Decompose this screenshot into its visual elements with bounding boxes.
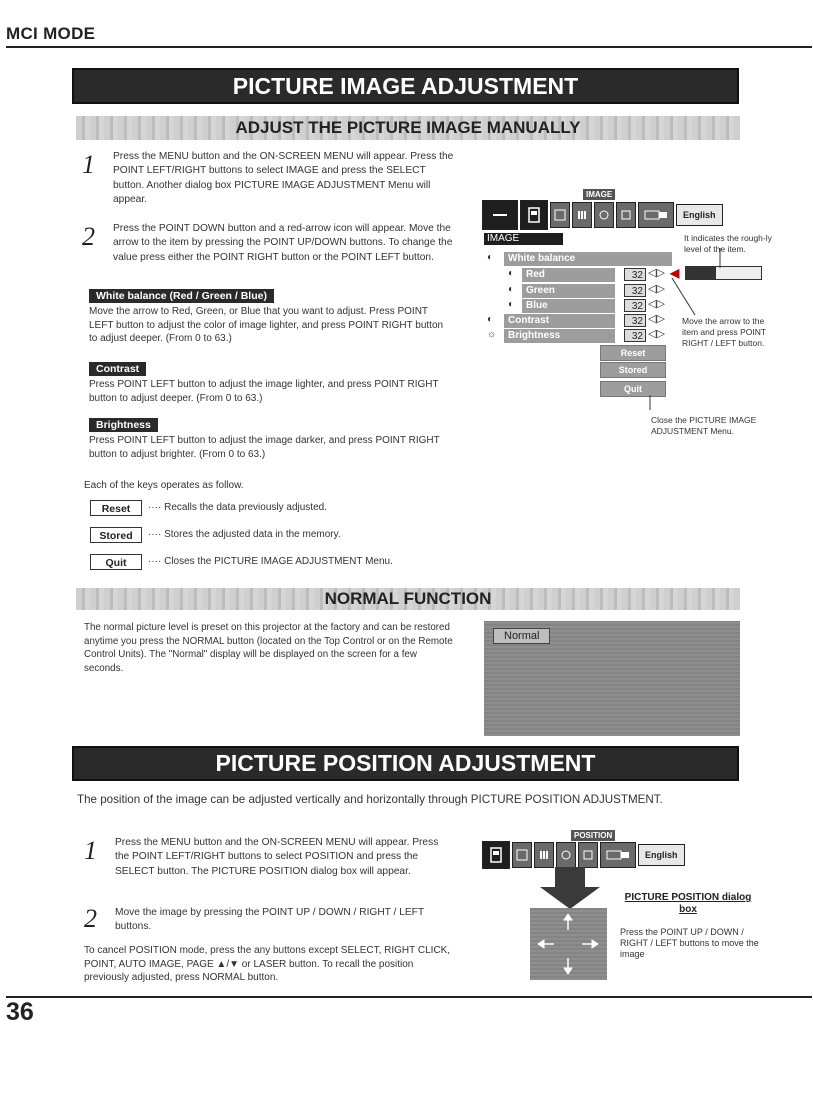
position-menu-bar (482, 841, 685, 869)
page-number: 36 (6, 998, 34, 1026)
callout-level: It indicates the rough-ly level of the item. (684, 233, 772, 254)
dialog-box-text: Press the POINT UP / DOWN / RIGHT / LEFT buttons to move the image (620, 927, 759, 959)
menu-item-red[interactable]: Red (522, 268, 615, 282)
stored-key-desc: ···· Stores the adjusted data in the memory. (148, 529, 341, 540)
position-bars-icon[interactable] (534, 842, 554, 868)
position-image-icon[interactable] (482, 841, 510, 869)
step-2-number: 2 (82, 222, 95, 251)
menu-item-white-balance[interactable]: White balance (504, 252, 672, 266)
step-1-text: Press the MENU button and the ON-SCREEN MENU will appear. Press the POINT LEFT/RIGHT buttons to select IMAGE and press the SELECT button. Another dialog box PICTURE IMAGE ADJUSTMENT Menu will appear. (113, 151, 454, 205)
green-value: 32 (624, 284, 646, 297)
red-icon: ◐ (508, 268, 515, 279)
position-english-button[interactable]: English (638, 844, 685, 866)
blue-adjust-arrows-icon[interactable]: ◁▷ (648, 298, 665, 310)
english-button[interactable]: English (676, 204, 723, 226)
four-way-arrows-icon (530, 908, 607, 980)
position-grid-icon[interactable] (556, 842, 576, 868)
normal-screen (484, 621, 740, 736)
contrast-text: Press POINT LEFT button to adjust the image lighter, and press POINT RIGHT button to adjust deeper. (From 0 to 63.) (89, 379, 439, 404)
dialog-box-title: PICTURE POSITION dialog box (624, 892, 752, 915)
menu-item-contrast[interactable]: Contrast (504, 314, 615, 328)
down-arrow-icon (540, 867, 600, 909)
quit-key-label: Quit (90, 554, 142, 570)
white-balance-label-wrap (89, 286, 274, 304)
brightness-icon: ☼ (487, 329, 497, 340)
image-dialog-title: IMAGE (484, 233, 563, 245)
contrast-label-wrap (89, 359, 146, 377)
menu-stored-button[interactable]: Stored (600, 362, 666, 378)
picture-position-banner: PICTURE POSITION ADJUSTMENT (72, 746, 739, 781)
adjust-manually-subheading: ADJUST THE PICTURE IMAGE MANUALLY (76, 116, 740, 140)
grid-menu-icon[interactable] (594, 202, 614, 228)
brightness-label-wrap (89, 415, 158, 433)
normal-screen-label: Normal (493, 628, 550, 644)
red-value: 32 (624, 268, 646, 281)
red-adjust-arrows-icon[interactable]: ◁▷ (648, 267, 665, 279)
menu-item-green[interactable]: Green (522, 284, 615, 298)
quit-key-desc: ···· Closes the PICTURE IMAGE ADJUSTMENT Menu. (148, 556, 393, 567)
normal-function-text: The normal picture level is preset on this projector at the factory and can be restored anytime you press the NORMAL button (located on the Top Control or on the Remote Control Units). The "Normal" display will be displayed on the screen for a few seconds. (84, 622, 453, 674)
green-adjust-arrows-icon[interactable]: ◁▷ (648, 283, 665, 295)
blue-icon: ◐ (508, 299, 515, 310)
contrast-value: 32 (624, 314, 646, 327)
contrast-adjust-arrows-icon[interactable]: ◁▷ (648, 313, 665, 325)
position-menu-icon[interactable] (550, 202, 570, 228)
callout-close: Close the PICTURE IMAGE ADJUSTMENT Menu. (651, 415, 757, 436)
brightness-value: 32 (624, 329, 646, 342)
position-step-1-text: Press the MENU button and the ON-SCREEN MENU will appear. Press the POINT LEFT/RIGHT buttons to select POSITION and press the SELECT button. The PICTURE POSITION dialog box will appear. (115, 837, 439, 877)
contrast-label: Contrast (89, 362, 146, 376)
white-balance-label: White balance (Red / Green / Blue) (89, 289, 274, 303)
image-menu-icon[interactable] (520, 200, 548, 230)
bars-menu-icon[interactable] (572, 202, 592, 228)
position-intro: The position of the image can be adjusted vertically and horizontally through PICTURE POSITION ADJUSTMENT. (77, 793, 663, 806)
position-dialog-box (530, 908, 607, 980)
position-step-2-text: Move the image by pressing the POINT UP / DOWN / RIGHT / LEFT buttons. (115, 907, 424, 933)
step-2-text: Press the POINT DOWN button and a red-arrow icon will appear. Move the arrow to the item by pressing the POINT UP/DOWN buttons. To change the value press either the POINT RIGHT button or the POINT LEFT button. (113, 223, 453, 263)
position-step-1-number: 1 (84, 836, 97, 865)
position-menu-top-label: POSITION (571, 830, 615, 841)
green-icon: ◐ (508, 284, 515, 295)
step-1-number: 1 (82, 150, 95, 179)
section-header: MCI MODE (6, 24, 96, 43)
header-rule (6, 46, 812, 48)
menu-item-blue[interactable]: Blue (522, 299, 615, 313)
position-cancel-text: To cancel POSITION mode, press the any buttons except SELECT, RIGHT CLICK, POINT, AUTO IMAGE, PAGE ▲/▼ or LASER button. To recall the position previously adjusted, press NORMAL button. (84, 945, 451, 983)
position-select-icon[interactable] (512, 842, 532, 868)
normal-function-heading: NORMAL FUNCTION (76, 588, 740, 610)
onscreen-menu-bar (482, 200, 723, 230)
red-arrow-pointer-icon: ◀ (670, 266, 680, 280)
picture-image-banner: PICTURE IMAGE ADJUSTMENT (72, 68, 739, 104)
brightness-text: Press POINT LEFT button to adjust the image darker, and press POINT RIGHT button to adjust brighter. (From 0 to 63.) (89, 435, 440, 460)
reset-key-desc: ···· Recalls the data previously adjusted. (148, 502, 327, 513)
position-square-icon[interactable] (578, 842, 598, 868)
callout-move: Move the arrow to the item and press POINT RIGHT / LEFT button. (682, 316, 766, 348)
blue-value: 32 (624, 299, 646, 312)
reset-key-label: Reset (90, 500, 142, 516)
position-step-2-number: 2 (84, 904, 97, 933)
contrast-icon: ◐ (487, 314, 494, 325)
white-balance-text: Move the arrow to Red, Green, or Blue that you want to adjust. Press POINT LEFT button to adjust the color of image lighter, and press POINT RIGHT button to adjust deeper. (From 0 to 63.) (89, 306, 444, 344)
brightness-label: Brightness (89, 418, 158, 432)
square-menu-icon[interactable] (616, 202, 636, 228)
menu-top-label: IMAGE (583, 189, 615, 200)
menu-icon-dark (482, 200, 518, 230)
menu-item-brightness[interactable]: Brightness (504, 329, 615, 343)
keys-intro: Each of the keys operates as follow. (84, 480, 244, 491)
position-screen-icon[interactable] (600, 842, 636, 868)
brightness-adjust-arrows-icon[interactable]: ◁▷ (648, 328, 665, 340)
white-balance-icon: ◐ (487, 252, 494, 263)
screen-menu-icon[interactable] (638, 202, 674, 228)
stored-key-label: Stored (90, 527, 142, 543)
footer-rule (6, 996, 812, 998)
menu-reset-button[interactable]: Reset (600, 345, 666, 361)
menu-quit-button[interactable]: Quit (600, 381, 666, 397)
